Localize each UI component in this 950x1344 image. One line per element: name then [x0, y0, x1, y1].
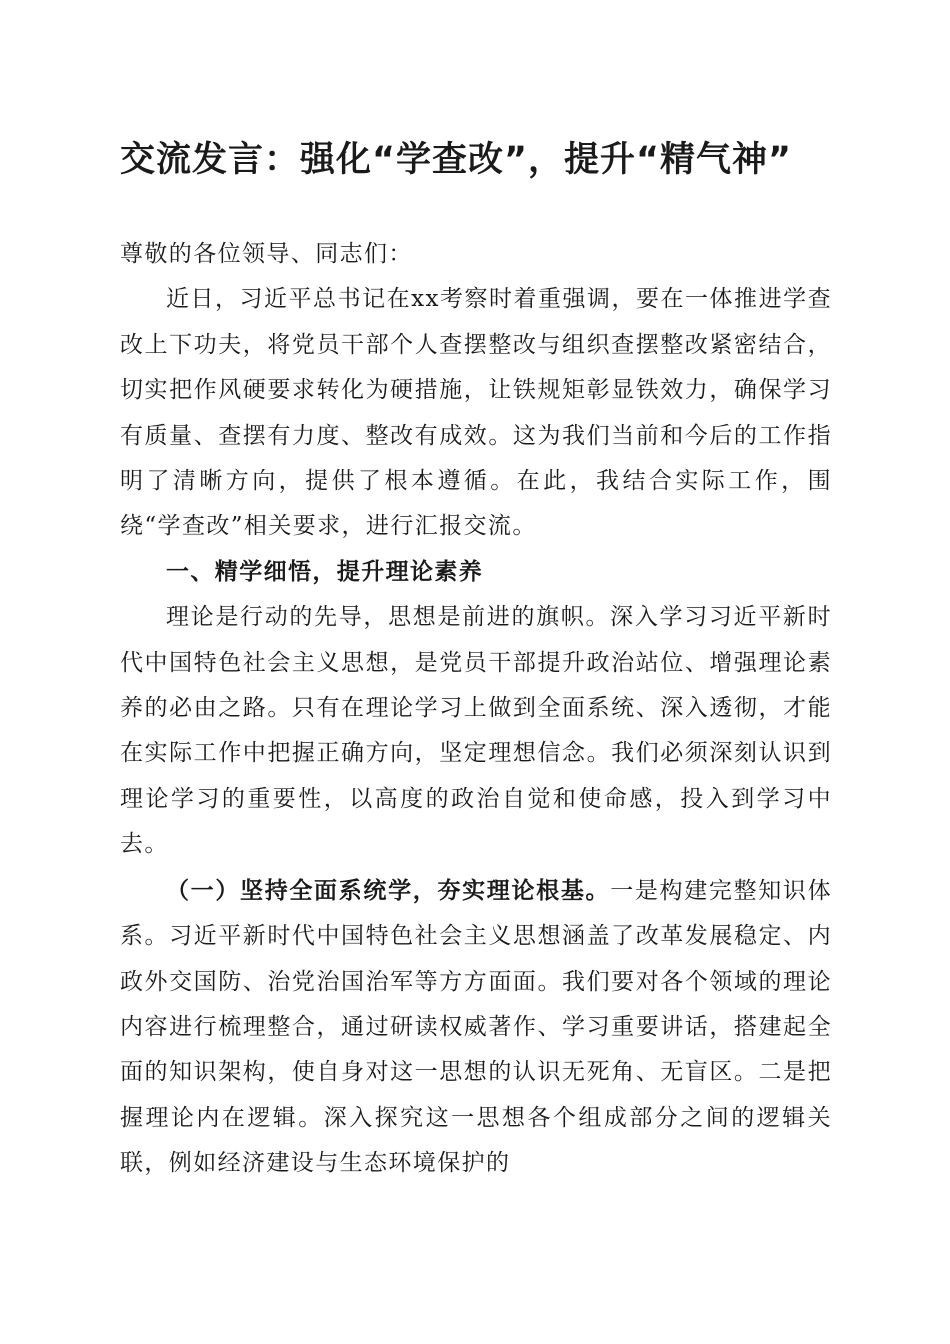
section-1-heading: 一、精学细悟，提升理论素养 — [166, 558, 484, 585]
intro-paragraph: 近日，习近平总书记在xx考察时着重强调，要在一体推进学查改上下功夫，将党员干部个人查摆整改与组织查摆整改紧密结合，切实把作风硬要求转化为硬措施，让铁规矩彰显铁效力，确保学习有质量、查摆有力度、整改有成效。这为我们当前和今后的工作指明了清晰方向，提供了根本遵循。在此，我结合实际工作，围绕“学查改”相关要求，进行汇报交流。 — [120, 286, 832, 540]
subsection-1-paragraph — [120, 868, 832, 1187]
document-body — [120, 232, 832, 1187]
subsection-1-heading: （一）坚持全面系统学，夯实理论根基。 — [166, 876, 611, 904]
salutation: 尊敬的各位领导、同志们： — [120, 241, 413, 267]
subsection-1-body: 一是构建完整知识体系。习近平新时代中国特色社会主义思想涵盖了改革发展稳定、内政外交国防、治党治国治军等方方面面。我们要对各个领域的理论内容进行梳理整合，通过研读权威著作、学习重要讲话，搭建起全面的知识架构，使自身对这一思想的认识无死角、无盲区。二是把握理论内在逻辑。深入探究这一思想各个组成部分之间的逻辑关联，例如经济建设与生态环境保护的 — [120, 877, 832, 1177]
section-1-paragraph: 理论是行动的先导，思想是前进的旗帜。深入学习习近平新时代中国特色社会主义思想，是党员干部提升政治站位、增强理论素养的必由之路。只有在理论学习上做到全面系统、深入透彻，才能在实际工作中把握正确方向，坚定理想信念。我们必须深刻认识到理论学习的重要性，以高度的政治自觉和使命感，投入到学习中去。 — [120, 604, 832, 858]
document-title: 交流发言：强化“学查改”，提升“精气神” — [120, 140, 793, 180]
